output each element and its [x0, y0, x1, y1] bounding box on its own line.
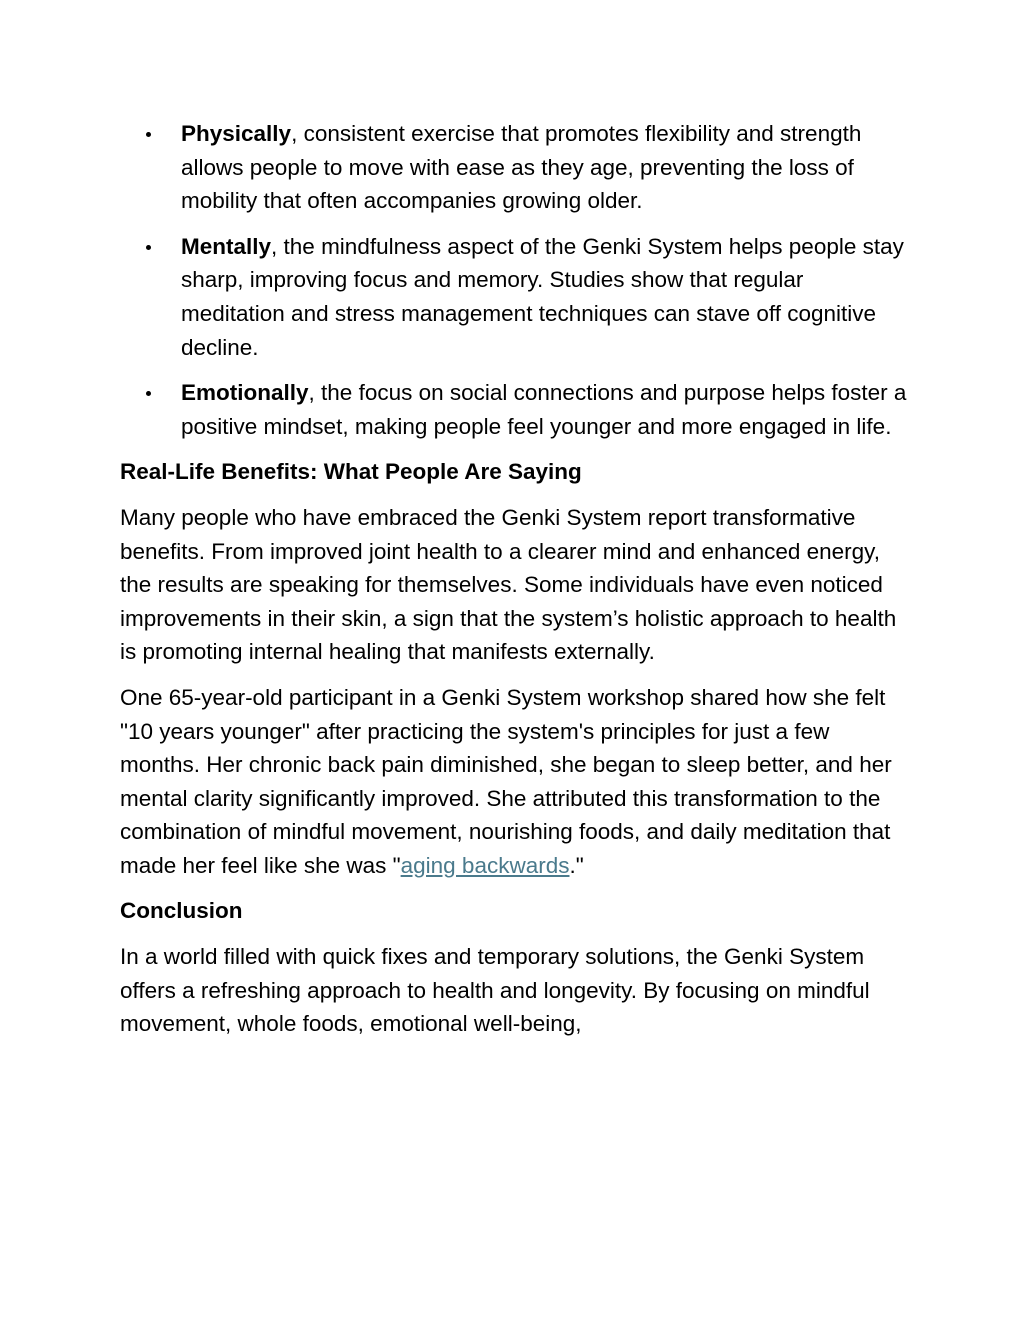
list-item [120, 117, 910, 218]
paragraph-conclusion: In a world filled with quick fixes and temporary solutions, the Genki System offers a refreshing approach to health and longevity. By focusing on mindful movement, whole foods, emotional well-being, [120, 944, 870, 1037]
testimonial-text-end: ." [569, 852, 584, 878]
bullet-lead: Emotionally [181, 380, 309, 406]
list-item [120, 230, 910, 364]
bullet-icon [146, 245, 151, 250]
bullet-lead: Mentally [181, 233, 272, 259]
bullet-icon [146, 132, 151, 137]
benefits-list [120, 117, 910, 443]
testimonial-text: One 65-year-old participant in a Genki System workshop shared how she felt "10 years younger" after practicing the system's principles for just a few months. Her chronic back pain diminished, she began to sleep better, and her mental clarity significantly improved. She attributed this transformation to the combination of mindful movement, nourishing foods, and daily meditation that made her feel like she was " [120, 684, 892, 878]
list-item [120, 376, 910, 443]
aging-backwards-link[interactable]: aging backwards [400, 852, 570, 878]
bullet-lead: Physically [181, 121, 292, 146]
bullet-text: , consistent exercise that promotes flexibility and strength allows people to move with ease as they age, preventing the loss of mobility that often accompanies growing older. [181, 121, 862, 214]
paragraph-testimonial [120, 681, 910, 883]
paragraph-benefits: Many people who have embraced the Genki System report transformative benefits. From improved joint health to a clearer mind and enhanced energy, the results are speaking for themselves. Some individuals have even noticed improvements in their skin, a sign that the system’s holistic approach to health is promoting internal healing that manifests externally. [120, 504, 897, 665]
document-page [120, 117, 910, 1053]
section-heading-conclusion: Conclusion [120, 898, 243, 924]
section-heading-benefits: Real-Life Benefits: What People Are Saying [120, 459, 582, 485]
bullet-text: , the mindfulness aspect of the Genki System helps people stay sharp, improving focus and memory. Studies show that regular meditation and stress management techniques can stave off cognitive decline. [181, 233, 904, 360]
bullet-icon [146, 391, 151, 396]
bullet-text: , the focus on social connections and purpose helps foster a positive mindset, making people feel younger and more engaged in life. [181, 380, 907, 439]
